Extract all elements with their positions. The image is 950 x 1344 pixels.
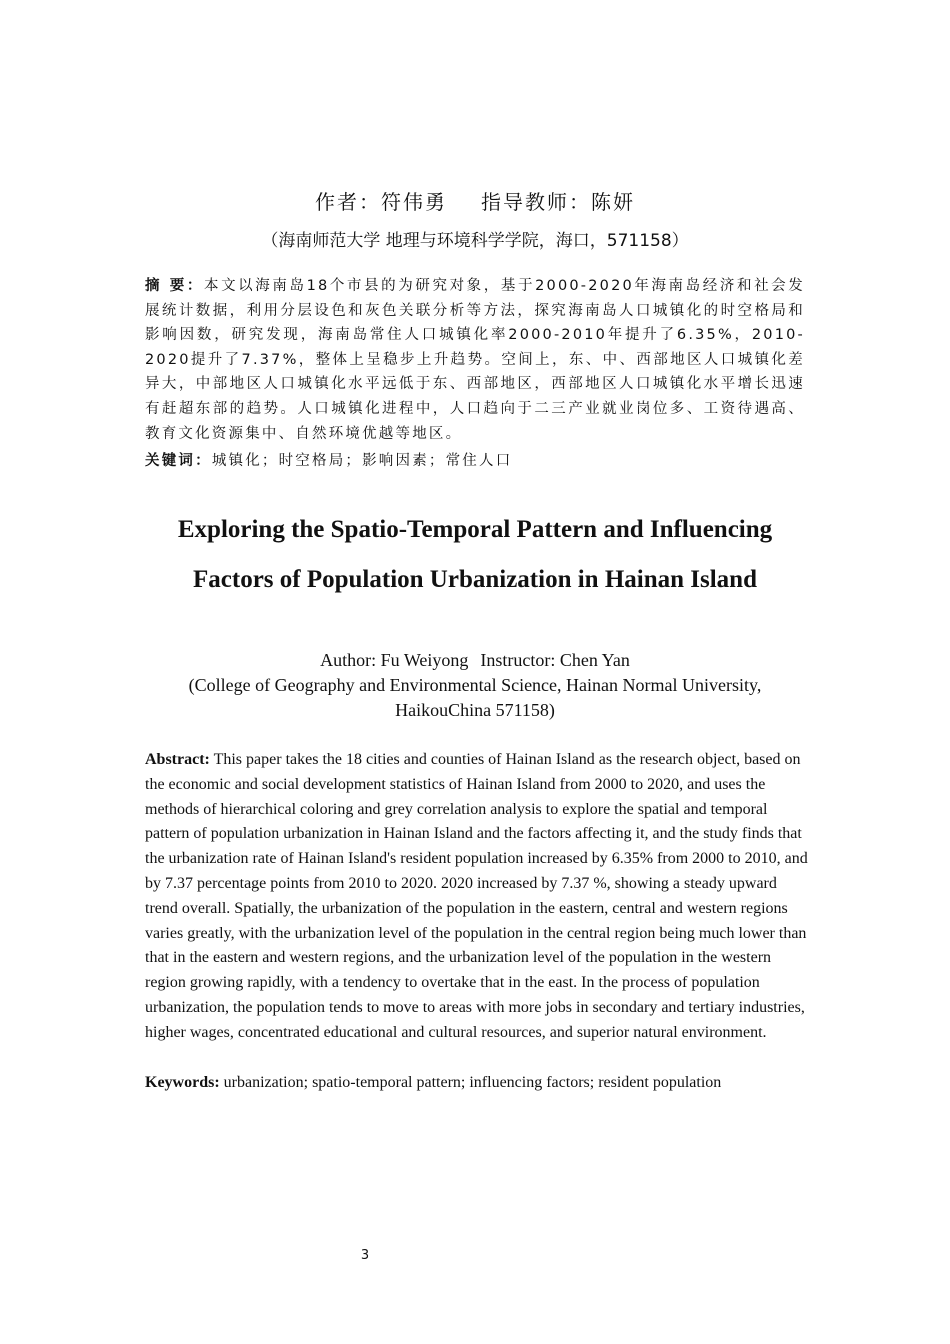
chinese-abstract: [145, 274, 805, 446]
english-abstract-text: This paper takes the 18 cities and counties of Hainan Island as the research object, based on the economic and social development statistics of Hainan Island from 2000 to 2020, and uses the methods of hierarchical coloring and grey correlation analysis to explore the spatial and temporal pattern of population urbanization in Hainan Island and the factors affecting it, and the study finds that the urbanization rate of Hainan Island's resident population increased by 6.35% from 2000 to 2010, and by 7.37 percentage points from 2010 to 2020. 2020 increased by 7.37 %, showing a steady upward trend overall. Spatially, the urbanization of the population in the eastern, central and western regions varies greatly, with the urbanization level of the population in the central region being much lower than that in the eastern and western regions, and the urbanization level of the population in the western region growing rapidly, with a tendency to overtake that in the east. In the process of population urbanization, the population tends to move to areas with more jobs in secondary and tertiary industries, higher wages, concentrated educational and cultural resources, and superior natural environment.: [145, 751, 808, 1041]
english-keywords-text: urbanization; spatio-temporal pattern; influencing factors; resident population: [219, 1074, 722, 1091]
english-title-line-1: Exploring the Spatio-Temporal Pattern and Influencing: [177, 516, 773, 543]
english-keywords: [145, 1071, 810, 1095]
english-instructor: Instructor: Chen Yan: [480, 650, 630, 670]
english-affiliation: (College of Geography and Environmental Science, Hainan Normal University, HaikouChina 571158): [188, 675, 762, 720]
chinese-keywords-label: 关键词：: [145, 453, 212, 469]
chinese-instructor: 指导教师：陈妍: [481, 190, 635, 214]
chinese-keywords-text: 城镇化；时空格局；影响因素；常住人口: [211, 453, 513, 469]
english-abstract-label: Abstract:: [145, 751, 210, 768]
english-author-line: [0, 648, 950, 672]
chinese-abstract-label: 摘 要：: [145, 278, 204, 294]
chinese-author-line: [0, 186, 950, 215]
english-abstract: [145, 748, 810, 1046]
english-title-line-2: Factors of Population Urbanization in Hainan Island: [193, 566, 757, 593]
english-title: [110, 505, 840, 605]
chinese-author: 作者：符伟勇: [315, 190, 447, 214]
chinese-affiliation: （海南师范大学 地理与环境科学学院，海口，571158）: [261, 231, 689, 251]
page-number: 3: [360, 1248, 370, 1263]
chinese-abstract-text: 本文以海南岛18个市县的为研究对象，基于2000-2020年海南岛经济和社会发展统计数据，利用分层设色和灰色关联分析等方法，探究海南岛人口城镇化的时空格局和影响因数，研究发现，海南岛常住人口城镇化率2000-2010年提升了6.35%，2010-2020提升了7.37%，整体上呈稳步上升趋势。空间上，东、中、西部地区人口城镇化差异大，中部地区人口城镇化水平远低于东、西部地区，西部地区人口城镇化水平增长迅速有赶超东部的趋势。人口城镇化进程中，人口趋向于二三产业就业岗位多、工资待遇高、教育文化资源集中、自然环境优越等地区。: [145, 278, 805, 442]
english-author: Author: Fu Weiyong: [320, 650, 469, 670]
chinese-keywords: [145, 449, 805, 473]
english-keywords-label: Keywords:: [145, 1074, 220, 1091]
